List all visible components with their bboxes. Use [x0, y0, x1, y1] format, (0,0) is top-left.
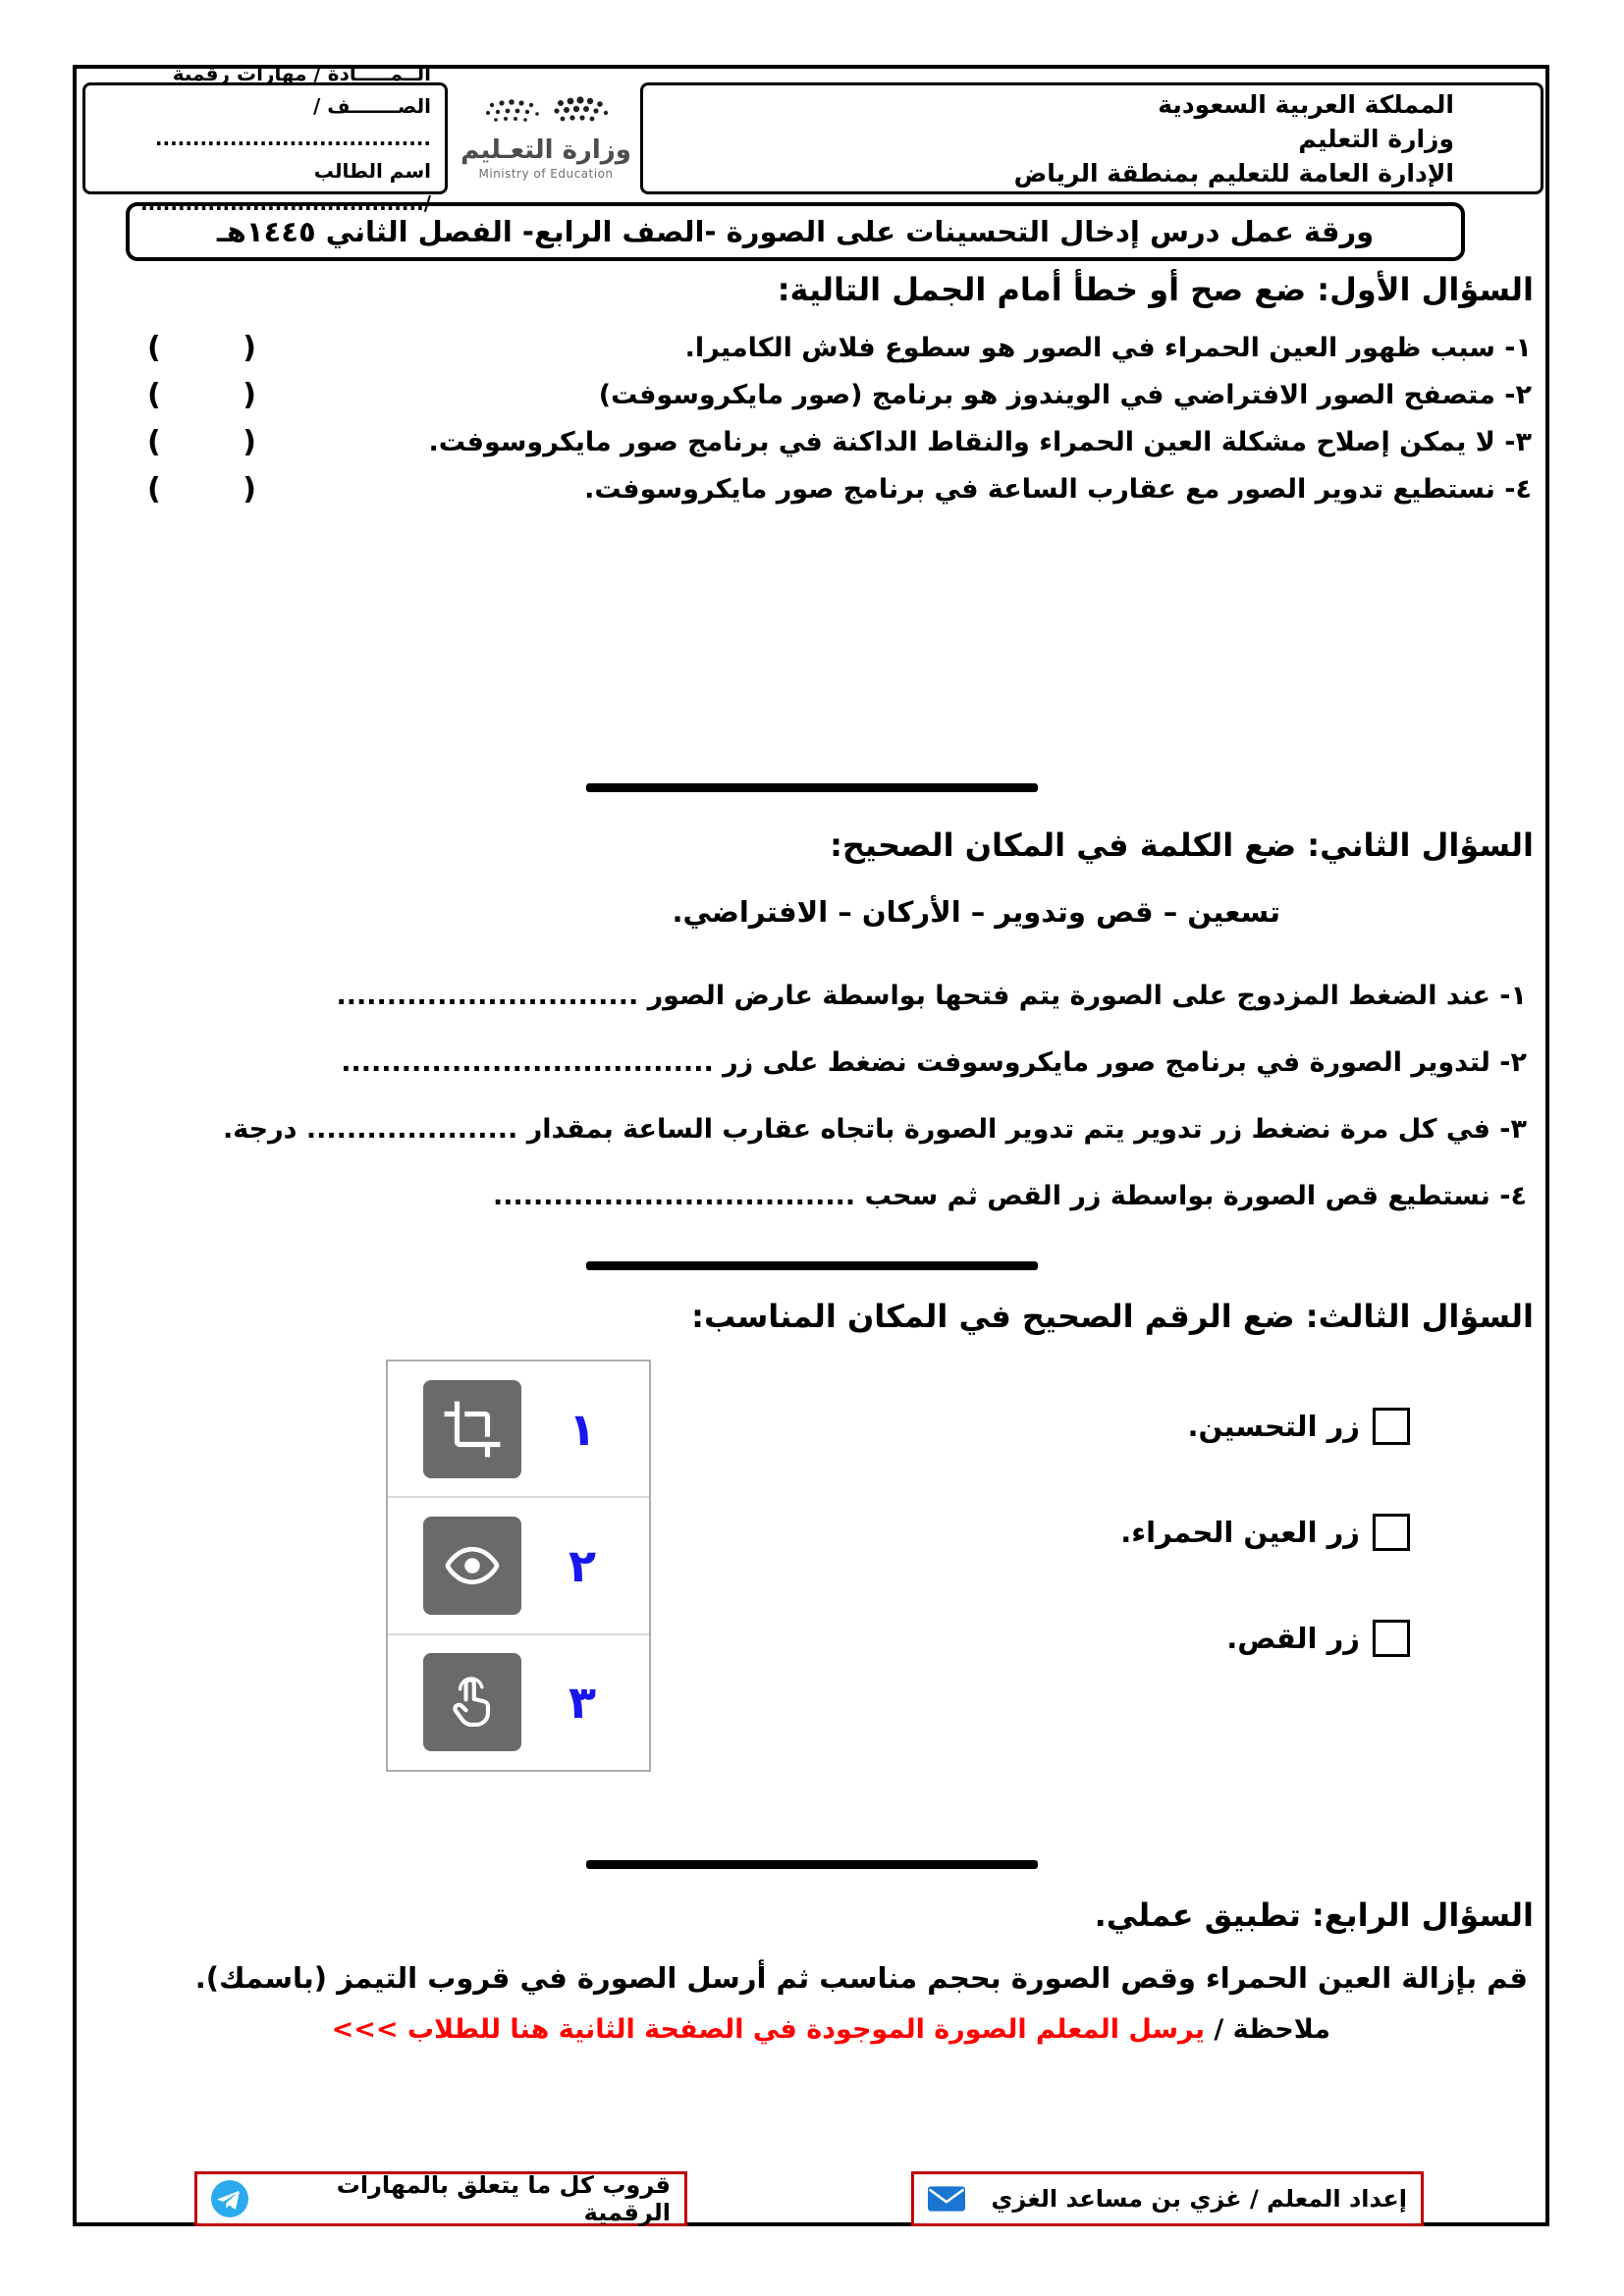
q3-heading: السؤال الثالث: ضع الرقم الصحيح في المكان المناسب: — [691, 1298, 1534, 1335]
q2-word-bank: تسعين – قص وتدوير – الأركان – الافتراضي. — [672, 895, 1280, 929]
q2-item-2: ٢- لتدوير الصورة في برنامج صور مايكروسوفت نضغط على زر ..................................... — [341, 1047, 1527, 1078]
q1-item-2-answer-parens: ( ) — [147, 377, 256, 412]
ministry-admin-line: الإدارة العامة للتعليم بمنطقة الرياض — [1013, 158, 1454, 187]
moe-logo-english-wordmark: Ministry of Education — [478, 166, 614, 181]
q3-tool-tile-2 — [388, 1496, 649, 1632]
q2-item-4: ٤- نستطيع قص الصورة بواسطة زر القص ثم سحب .................................... — [492, 1181, 1527, 1211]
moe-dots-logo-icon — [462, 95, 629, 133]
q1-item-1 — [147, 324, 1532, 371]
q4-note-red-text: يرسل المعلم الصورة الموجودة في الصفحة الثانية هنا للطلاب >>> — [331, 2014, 1205, 2045]
section-divider — [586, 783, 1038, 792]
q3-tool-tile-3 — [388, 1633, 649, 1770]
q2-item-1: ١- عند الضغط المزدوج على الصورة يتم فتحها بواسطة عارض الصور .............................. — [336, 981, 1527, 1011]
section-divider — [586, 1860, 1038, 1869]
q3-tool-number-1: ١ — [568, 1402, 597, 1456]
q2-item-3: ٣- في كل مرة نضغط زر تدوير يتم تدوير الصورة باتجاه عقارب الساعة بمقدار ..................... درجة. — [223, 1114, 1527, 1145]
q1-item-3-answer-parens: ( ) — [147, 424, 256, 459]
q1-item-3-text: ٣- لا يمكن إصلاح مشكلة العين الحمراء والنقاط الداكنة في برنامج صور مايكروسوفت. — [428, 426, 1532, 457]
q4-note-label: ملاحظة / — [1214, 2014, 1330, 2045]
telegram-group-box — [194, 2171, 687, 2226]
q3-tool-tile-1 — [388, 1362, 649, 1496]
q3-answer-label-3: زر القص. — [1226, 1622, 1360, 1655]
moe-logo — [450, 75, 642, 200]
q3-answer-row-3 — [1226, 1620, 1410, 1657]
answer-box — [1373, 1408, 1410, 1445]
q3-answer-row-1 — [1187, 1408, 1410, 1445]
red-eye-icon — [423, 1517, 521, 1615]
q3-answer-label-1: زر التحسين. — [1187, 1410, 1360, 1443]
q4-heading: السؤال الرابع: تطبيق عملي. — [1094, 1896, 1534, 1934]
q3-tool-number-2: ٢ — [568, 1538, 597, 1592]
q3-answer-label-2: زر العين الحمراء. — [1120, 1516, 1360, 1549]
ministry-country-line: المملكة العربية السعودية — [1158, 89, 1454, 119]
subject-line: الــمـــــادة / مهارات رقمية — [172, 61, 431, 85]
q3-tool-number-3: ٣ — [568, 1676, 597, 1730]
teacher-credit-text: إعداد المعلم / غزي بن مساعد الغزي — [991, 2185, 1407, 2213]
grade-line: الصـــــــف / ..................................... — [154, 93, 431, 150]
touch-gesture-icon — [423, 1653, 521, 1751]
q4-task-text: قم بإزالة العين الحمراء وقص الصورة بحجم مناسب ثم أرسل الصورة في قروب التيمز (باسمك). — [194, 1961, 1528, 1995]
moe-logo-arabic-wordmark: وزارة التعـليم — [460, 134, 631, 165]
q2-items — [103, 977, 1537, 1244]
q1-item-3 — [147, 418, 1532, 465]
q1-item-4-answer-parens: ( ) — [147, 471, 256, 507]
q3-answer-row-2 — [1120, 1514, 1410, 1551]
q1-item-1-text: ١- سبب ظهور العين الحمراء في الصور هو سطوع فلاش الكاميرا. — [684, 332, 1532, 363]
q4-note — [82, 2014, 1542, 2045]
q1-heading: السؤال الأول: ضع صح أو خطأ أمام الجمل التالية: — [777, 271, 1534, 308]
student-name-line: اسم الطالب /...................................... — [139, 158, 431, 215]
q1-item-4-text: ٤- نستطيع تدوير الصور مع عقارب الساعة في برنامج صور مايكروسوفت. — [584, 473, 1532, 505]
crop-icon — [423, 1380, 521, 1478]
q2-heading: السؤال الثاني: ضع الكلمة في المكان الصحيح: — [830, 827, 1534, 864]
worksheet-title: ورقة عمل درس إدخال التحسينات على الصورة -الصف الرابع- الفصل الثاني ١٤٤٥هـ — [216, 215, 1375, 248]
q1-item-1-answer-parens: ( ) — [147, 330, 256, 365]
envelope-icon — [928, 2186, 965, 2212]
q1-item-2 — [147, 371, 1532, 418]
q1-item-2-text: ٢- متصفح الصور الافتراضي في الويندوز هو برنامج (صور مايكروسوفت) — [598, 379, 1532, 410]
teacher-credit-box — [911, 2171, 1424, 2226]
answer-box — [1373, 1620, 1410, 1657]
worksheet-title-box — [126, 202, 1465, 261]
answer-box — [1373, 1514, 1410, 1551]
telegram-group-text: قروب كل ما يتعلق بالمهارات الرقمية — [336, 2171, 671, 2226]
q3-tools-panel — [386, 1360, 651, 1772]
q1-items — [147, 324, 1532, 512]
section-divider — [586, 1261, 1038, 1270]
q1-item-4 — [147, 465, 1532, 512]
ministry-name-line: وزارة التعليم — [1298, 124, 1454, 153]
student-info-box — [82, 61, 448, 215]
telegram-icon — [211, 2180, 248, 2217]
ministry-header-box — [640, 82, 1543, 194]
